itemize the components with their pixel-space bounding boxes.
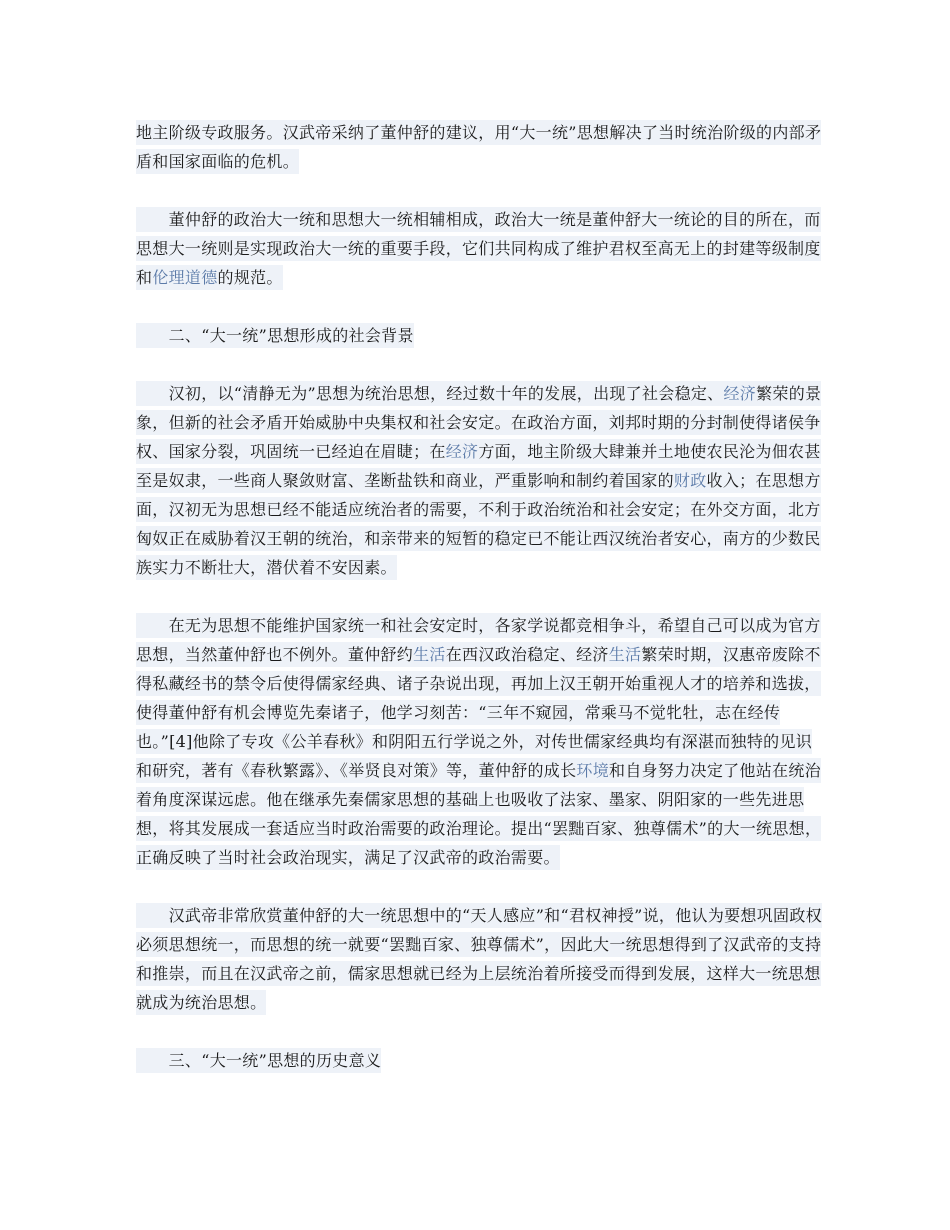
highlighted-text	[136, 1048, 381, 1073]
text-segment: 二、“大一统”思想形成的社会背景	[168, 326, 414, 345]
inline-keyword-link[interactable]: 经济	[445, 442, 479, 461]
body-paragraph	[136, 611, 822, 872]
inline-keyword-link[interactable]: 财政	[673, 471, 707, 490]
section-heading	[136, 321, 822, 350]
highlighted-text	[136, 207, 821, 290]
highlighted-text	[136, 903, 822, 1015]
inline-keyword-link[interactable]: 生活	[608, 645, 642, 664]
text-segment: 繁荣时期，汉惠帝废除不得私藏经书的禁令后使得儒家经典、诸子杂说出现，再加上汉王朝开始重视人才的培养和选拔，使得董仲舒有机会博览先秦诸子，他学习刻苦：“三年不窥园，常乘马不觉牝牡，志在经传也。”[4]他除了专攻《公羊春秋》和阴阳五行学说之外，对传世儒家经典均有深湛而独特的见识和研究，著有《春秋繁露》、《举贤良对策》等，董仲舒的成长	[136, 645, 821, 780]
body-paragraph	[136, 205, 822, 292]
inline-keyword-link[interactable]: 经济	[723, 384, 757, 403]
text-segment: 在无为思想不能维护国家统一和社会安定时，各家学说都竞相争斗，希望自己可以成为官方思想，当然董仲舒也不例外。董仲舒约	[136, 616, 821, 664]
body-paragraph	[136, 118, 822, 176]
section-heading	[136, 1046, 822, 1075]
body-paragraph	[136, 901, 822, 1017]
text-segment: 汉初，以“清静无为”思想为统治思想，经过数十年的发展，出现了社会稳定、	[168, 384, 724, 403]
text-segment: 繁荣的景象，但新的社会矛盾开始威胁中央集权和社会安定。在政治方面，刘邦时期的分封制使得诸侯争权、国家分裂，巩固统一已经迫在眉睫；在	[136, 384, 822, 461]
text-segment: 董仲舒的政治大一统和思想大一统相辅相成，政治大一统是董仲舒大一统论的目的所在，而思想大一统则是实现政治大一统的重要手段，它们共同构成了维护君权至高无上的封建等级制度和	[136, 210, 821, 287]
text-segment: 方面，地主阶级大肆兼并土地使农民沦为佃农甚至是奴隶，一些商人聚敛财富、垄断盐铁和商业，严重影响和制约着国家的	[136, 442, 821, 490]
text-segment: 和自身努力决定了他站在统治着角度深谋远虑。他在继承先秦儒家思想的基础上也吸收了法家、墨家、阴阳家的一些先进思想，将其发展成一套适应当时政治需要的政治理论。提出“罢黜百家、独尊儒术”的大一统思想，正确反映了当时社会政治现实，满足了汉武帝的政治需要。	[136, 761, 822, 867]
text-segment: 在西汉政治稳定、经济	[445, 645, 609, 664]
text-segment: 地主阶级专政服务。汉武帝采纳了董仲舒的建议，用“大一统”思想解决了当时统治阶级的内部矛盾和国家面临的危机。	[136, 123, 822, 171]
highlighted-text	[136, 381, 821, 580]
body-paragraph	[136, 379, 822, 582]
text-segment: 的规范。	[217, 268, 283, 287]
inline-keyword-link[interactable]: 伦理道德	[152, 268, 218, 287]
inline-keyword-link[interactable]: 生活	[413, 645, 446, 664]
highlighted-text	[136, 323, 414, 348]
text-segment: 收入；在思想方面，汉初无为思想已经不能适应统治者的需要，不利于政治统治和社会安定；在外交方面，北方匈奴正在威胁着汉王朝的统治，和亲带来的短暂的稳定已不能让西汉统治者安心，南方的少数民族实力不断壮大，潜伏着不安因素。	[136, 471, 821, 577]
text-segment: 三、“大一统”思想的历史意义	[168, 1051, 382, 1070]
highlighted-text	[136, 613, 821, 870]
inline-keyword-link[interactable]: 环境	[576, 761, 610, 780]
highlighted-text	[136, 120, 821, 174]
text-segment: 汉武帝非常欣赏董仲舒的大一统思想中的“天人感应”和“君权神授”说，他认为要想巩固政权必须思想统一，而思想的统一就要“罢黜百家、独尊儒术”，因此大一统思想得到了汉武帝的支持和推崇，而且在汉武帝之前，儒家思想就已经为上层统治着所接受而得到发展，这样大一统思想就成为统治思想。	[136, 906, 822, 1012]
document-body	[136, 118, 822, 1104]
